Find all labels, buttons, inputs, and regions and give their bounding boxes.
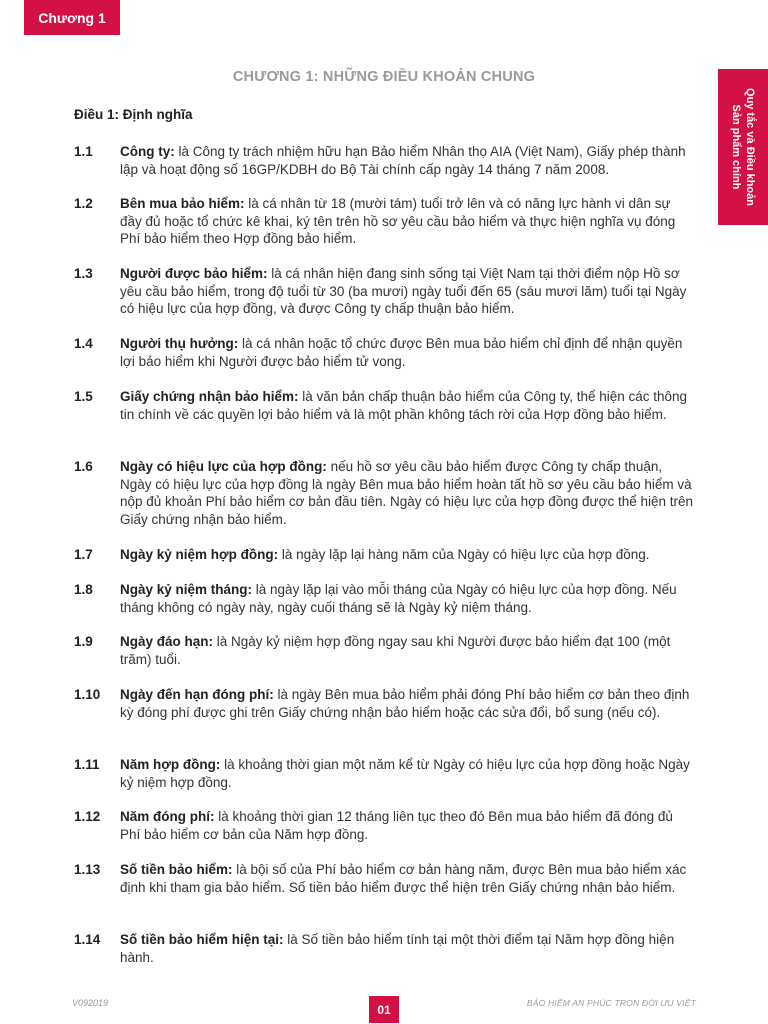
definition-term: Số tiền bảo hiểm: [120,862,233,877]
definition-term: Năm hợp đồng: [120,757,221,772]
definition-term: Người thụ hưởng: [120,336,239,351]
definition-number: 1.6 [74,459,93,474]
definition-text: là Ngày kỷ niệm hợp đồng ngay sau khi Người được bảo hiểm đạt 100 (một trăm) tuổi. [120,634,671,667]
definition-body [120,581,696,616]
definition-text: là văn bản chấp thuận bảo hiểm của Công ty, thể hiện các thông tin chính về các quyền lợi bảo hiểm và là một phần không tách rời của Hợp đồng bảo hiểm. [120,389,688,422]
definition-body [120,633,696,668]
definition-term: Ngày đáo hạn: [120,634,214,649]
definition-text: là ngày lặp lại hàng năm của Ngày có hiệu lực của hợp đồng. [278,547,650,562]
definition-text: là Số tiền bảo hiểm tính tại một thời điểm tại Năm hợp đồng hiện hành. [120,932,675,965]
definition-number: 1.2 [74,196,93,211]
definition-text: là bội số của Phí bảo hiểm cơ bản hàng năm, được Bên mua bảo hiểm xác định khi tham gia bảo hiểm. Số tiền bảo hiểm được thể hiện trên Giấy chứng nhận bảo hiểm. [120,862,687,895]
definition-term: Giấy chứng nhận bảo hiểm: [120,389,299,404]
definition-body [120,546,696,564]
definition-number: 1.13 [74,862,101,877]
definition-body [120,808,696,843]
side-tab-line2: Sản phẩm chính [730,104,742,190]
definition-term: Bên mua bảo hiểm: [120,196,245,211]
definition-number: 1.5 [74,389,93,404]
definition-term: Ngày kỷ niệm tháng: [120,582,253,597]
side-tab-text [729,88,757,206]
definition-body [120,756,696,791]
side-tab [718,69,768,225]
definition-text: nếu hồ sơ yêu cầu bảo hiểm được Công ty chấp thuận, Ngày có hiệu lực của hợp đồng là ngày Bên mua bảo hiểm hoàn tất hồ sơ yêu cầu bảo hiểm và nộp đủ khoản Phí bảo hiểm cơ bản đầu tiên. Ngày có hiệu lực của hợp đồng được thể hiện trên Giấy chứng nhận bảo hiểm. [120,459,694,527]
chapter-tag: Chương 1 [24,0,120,35]
side-tab-line1: Quy tắc và Điều khoản [744,88,756,206]
definition-number: 1.4 [74,336,93,351]
definition-number: 1.14 [74,932,101,947]
page-title: CHƯƠNG 1: NHỮNG ĐIỀU KHOẢN CHUNG [232,69,536,85]
definition-body [120,335,696,370]
definition-term: Số tiền bảo hiểm hiện tại: [120,932,284,947]
definition-number: 1.9 [74,634,93,649]
definition-number: 1.11 [74,757,100,772]
definition-text: là Công ty trách nhiệm hữu hạn Bảo hiểm Nhân thọ AIA (Việt Nam), Giấy phép thành lập và hoạt động số 16GP/KDBH do Bộ Tài chính cấp ngày 14 tháng 7 năm 2008. [120,144,686,177]
definition-body [120,686,696,721]
definition-term: Người được bảo hiểm: [120,266,268,281]
definition-body [120,458,696,528]
definition-text: là cá nhân hoặc tổ chức được Bên mua bảo hiểm chỉ định để nhận quyền lợi bảo hiểm khi Người được bảo hiểm tử vong. [120,336,683,369]
definition-term: Năm đóng phí: [120,809,215,824]
definition-body [120,388,696,423]
definition-body [120,931,696,966]
footer-product-name: BẢO HIỂM AN PHÚC TRỌN ĐỜI ƯU VIỆT [526,998,696,1008]
definition-text: là ngày lặp lại vào mỗi tháng của Ngày có hiệu lực của hợp đồng. Nếu tháng không có ngày này, ngày cuối tháng sẽ là Ngày kỷ niệm tháng. [120,582,677,615]
definition-term: Ngày có hiệu lực của hợp đồng: [120,459,327,474]
definition-number: 1.12 [74,809,101,824]
section-heading: Điều 1: Định nghĩa [74,107,193,122]
definition-number: 1.3 [74,266,93,281]
definition-number: 1.1 [74,144,93,159]
definition-text: là cá nhân từ 18 (mười tám) tuổi trở lên và có năng lực hành vi dân sự đầy đủ hoặc tổ chức kê khai, ký tên trên hồ sơ yêu cầu bảo hiểm và thực hiện nghĩa vụ đóng Phí bảo hiểm theo Hợp đồng bảo hiểm. [120,196,676,246]
definition-body [120,143,696,178]
footer-version: V092019 [72,998,109,1008]
definition-body [120,861,696,896]
definition-number: 1.10 [74,687,101,702]
definition-number: 1.8 [74,582,93,597]
definition-term: Ngày kỷ niệm hợp đồng: [120,547,279,562]
definition-text: là cá nhân hiện đang sinh sống tại Việt Nam tại thời điểm nộp Hồ sơ yêu cầu bảo hiểm, trong độ tuổi từ 30 (ba mươi) ngày tuổi đến 65 (sáu mươi lăm) tuổi tại Ngày có hiệu lực của hợp đồng, và được Công ty chấp thuận bảo hiểm. [120,266,687,316]
footer-page-number: 01 [369,996,399,1023]
definition-text: là khoảng thời gian 12 tháng liên tục theo đó Bên mua bảo hiểm đã đóng đủ Phí bảo hiểm cơ bản của Năm hợp đồng. [120,809,673,842]
definition-text: là khoảng thời gian một năm kể từ Ngày có hiệu lực của hợp đồng hoặc Ngày kỷ niệm hợp đồng. [120,757,690,790]
definition-body [120,195,696,248]
definition-body [120,265,696,318]
definition-term: Công ty: [120,144,175,159]
definition-text: là ngày Bên mua bảo hiểm phải đóng Phí bảo hiểm cơ bản theo định kỳ đóng phí được ghi trên Giấy chứng nhận bảo hiểm hoặc các sửa đổi, bổ sung (nếu có). [120,687,690,720]
definition-term: Ngày đến hạn đóng phí: [120,687,274,702]
definition-number: 1.7 [74,547,93,562]
